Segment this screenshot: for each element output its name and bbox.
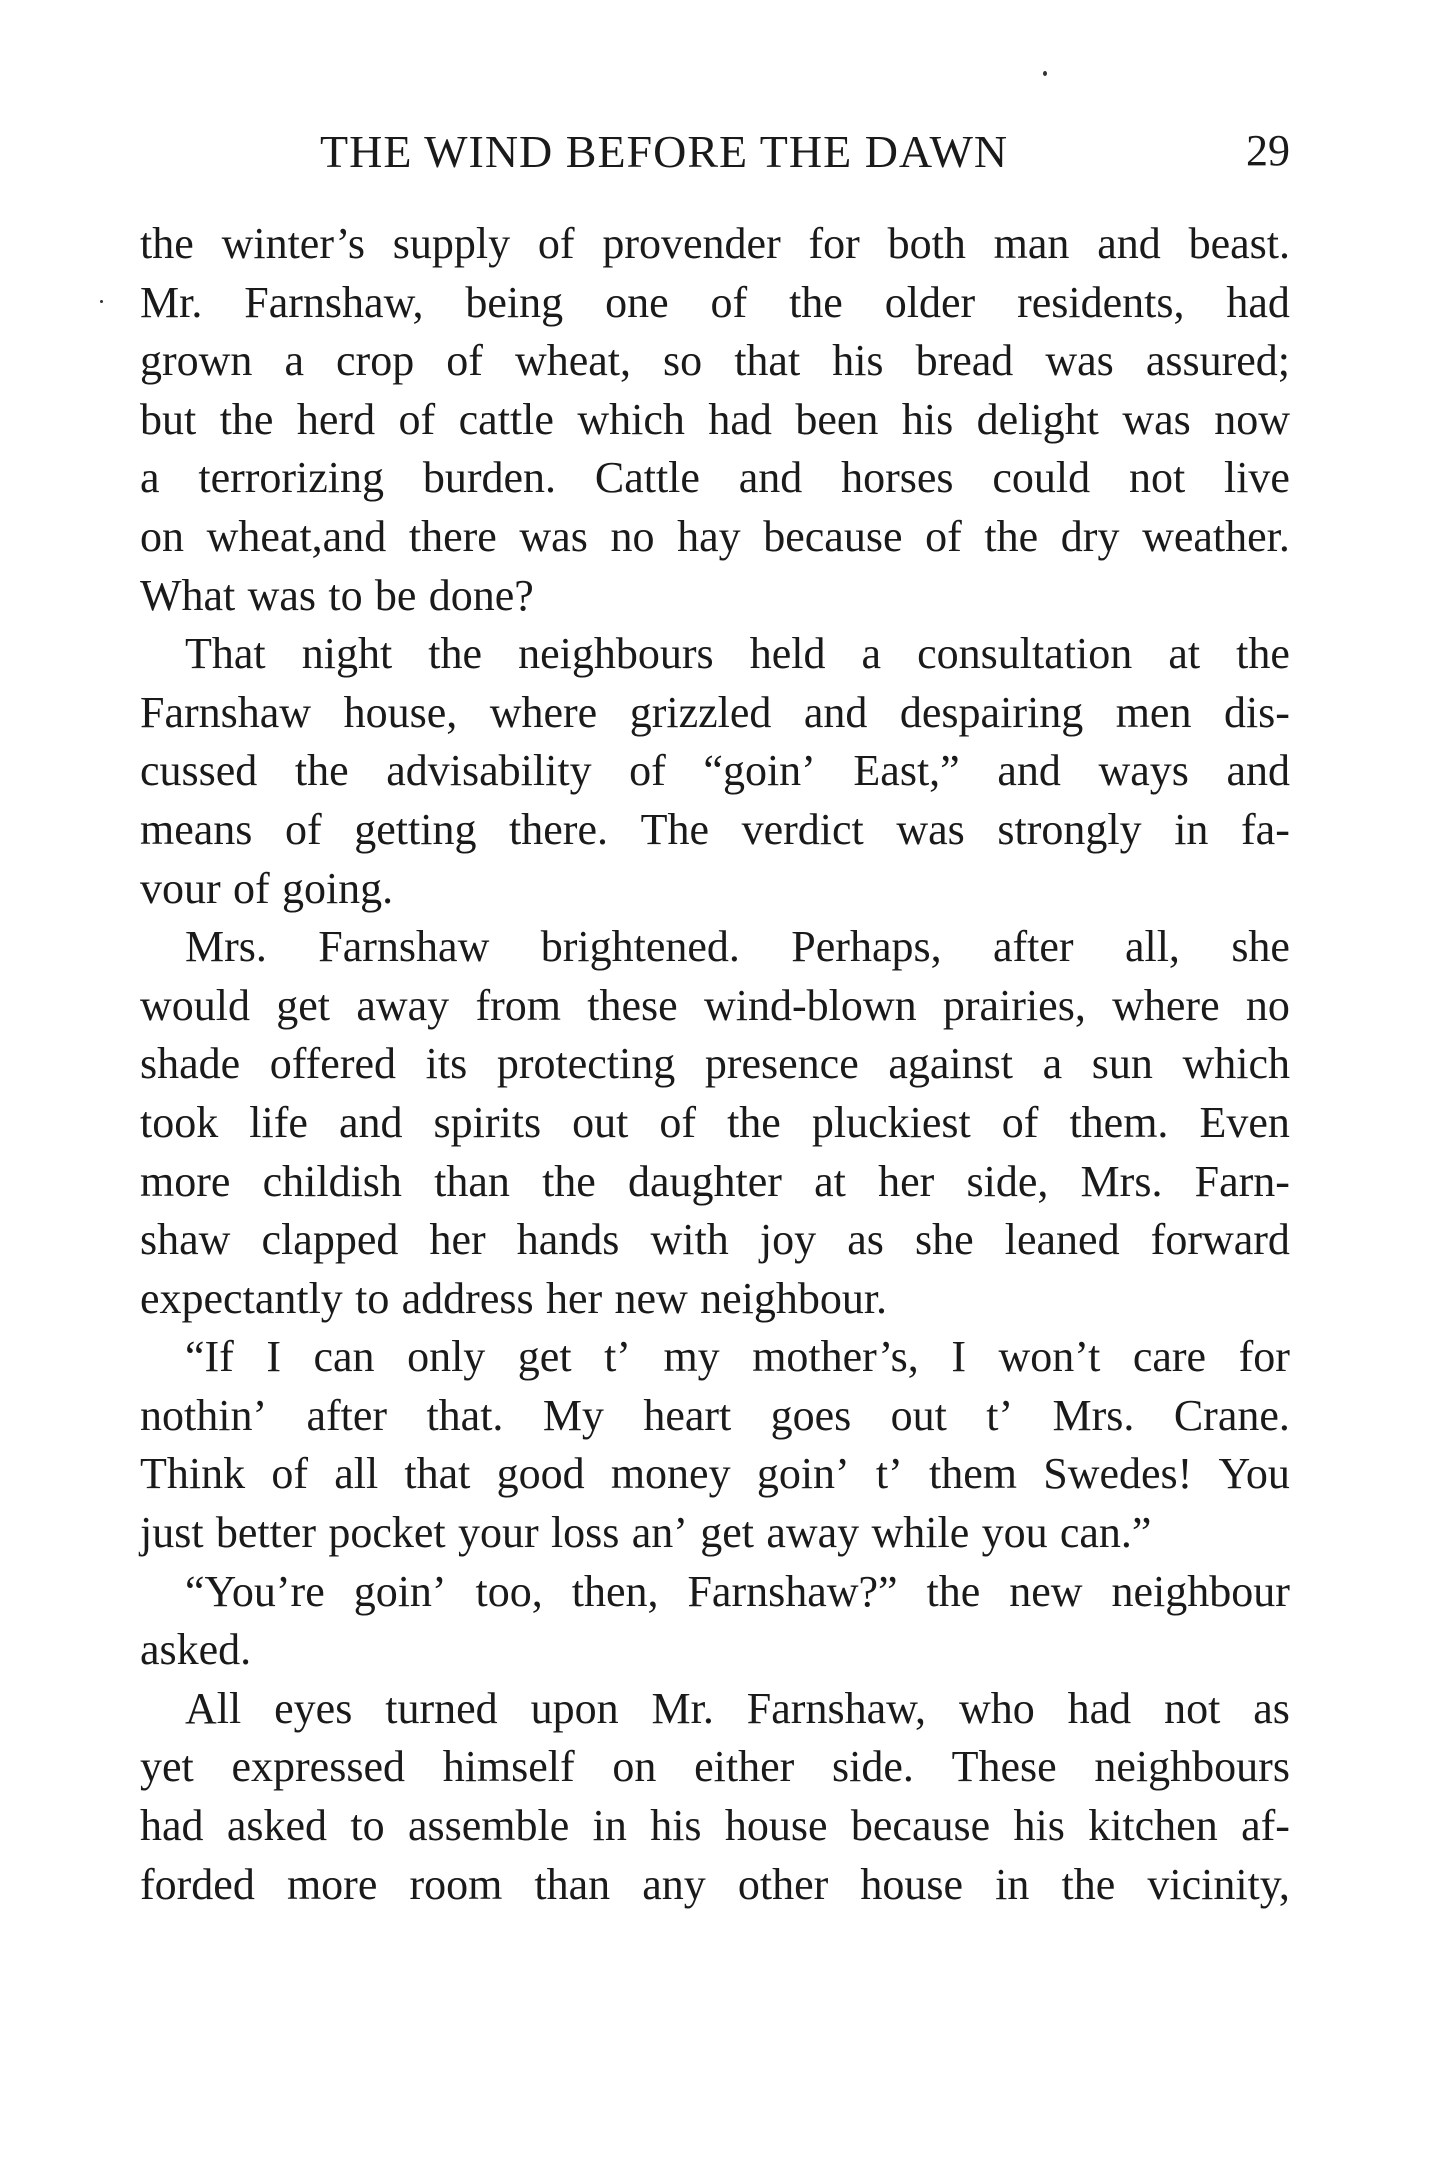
word: the [1061,1859,1116,1909]
word: Farnshaw [140,687,312,737]
word: Mr. [651,1683,714,1733]
text-line [140,742,1290,801]
word: any [642,1859,706,1909]
word: of [925,511,962,561]
word: been [795,394,879,444]
word: goes [770,1390,852,1440]
word: her [878,1156,935,1206]
word: with [650,1215,729,1265]
text-line [140,1328,1290,1387]
word: cattle [458,394,554,444]
word: neighbour. [700,1273,888,1323]
word: dry [1060,511,1120,561]
word: t’ [986,1390,1014,1440]
text-line [140,1621,1290,1680]
word: both [887,219,966,268]
word: supply [392,219,511,268]
text-line [140,684,1290,743]
word: a [284,336,304,386]
word: on [140,511,184,561]
word: older [884,277,976,327]
word: but [140,394,197,444]
word: which [1182,1039,1290,1089]
word: men [1115,687,1192,737]
word: the [428,629,483,679]
word: herd [296,394,376,444]
word: Swedes! [1043,1449,1193,1499]
text-line [140,1387,1290,1446]
word: ways [1098,746,1189,796]
word: be [374,570,417,620]
word: neighbours [1094,1742,1290,1792]
word: My [542,1390,604,1440]
word: joy [759,1215,817,1265]
word: grizzled [629,687,772,737]
word: asked. [140,1625,252,1675]
word: horses [841,453,954,503]
word: and [1226,746,1290,796]
word: Even [1199,1097,1290,1147]
word: hay [677,511,741,561]
word: that. [426,1390,504,1440]
text-line [140,449,1290,508]
word: I [951,1332,966,1382]
word: cussed [140,746,258,796]
word: bread [915,336,1014,386]
word: provender [602,219,781,268]
word: that [404,1449,471,1499]
word: fa- [1241,804,1290,854]
word: offered [269,1039,397,1089]
word: a [861,629,882,679]
word: just [140,1508,204,1558]
word: in [592,1801,627,1851]
word: beast. [1188,219,1290,268]
word: clapped [261,1215,399,1265]
word: means [140,804,253,854]
word: of [537,219,575,268]
word: not [1164,1683,1221,1733]
word: at [1168,629,1201,679]
word: “You’re [185,1566,325,1616]
word: new [1009,1566,1083,1616]
word: while [871,1508,970,1558]
word: one [605,277,669,327]
word: can.” [1059,1508,1152,1558]
word: eyes [274,1683,353,1733]
word: burden. [422,453,557,503]
word: Cattle [594,453,700,503]
word: neighbour [1111,1566,1290,1616]
word: What [140,570,236,620]
word: childish [262,1156,402,1206]
word: Mr. [140,277,203,327]
word: at [814,1156,846,1206]
word: was [519,511,588,561]
text-line [140,508,1290,567]
word: heart [643,1390,732,1440]
text-line [140,567,1290,626]
word: than [434,1156,510,1206]
word: the [789,277,843,327]
word: where [489,687,598,737]
word: wheat,and [206,511,387,561]
word: pocket [328,1508,446,1558]
word: Farnshaw [318,922,490,972]
word: turned [385,1683,498,1733]
word: she [1231,922,1290,972]
word: goin’ [756,1449,850,1499]
word: kitchen [1088,1801,1218,1851]
word: strongly [997,804,1142,854]
word: af- [1241,1801,1290,1851]
word: either [694,1742,795,1792]
word: had [708,394,772,444]
word: more [286,1859,378,1909]
word: that [734,336,801,386]
word: expressed [231,1742,405,1792]
word: a [1042,1039,1063,1089]
word: away [356,980,450,1030]
word: her [429,1215,486,1265]
word: goin’ [353,1566,447,1616]
body-text [140,215,1290,1914]
word: assured; [1145,336,1290,386]
word: presence [704,1039,859,1089]
word: side, [966,1156,1049,1206]
word: his [650,1801,702,1851]
word: room [409,1859,503,1909]
word: from [475,980,561,1030]
word: had [1226,277,1290,327]
word: forward [1150,1215,1290,1265]
word: of [710,277,748,327]
word: to [350,1801,385,1851]
word: she [914,1215,974,1265]
word: “goin’ [703,746,816,796]
word: of [629,746,666,796]
word: after [306,1390,388,1440]
word: than [534,1859,611,1909]
word: the [219,394,274,444]
word: Farnshaw?” [687,1566,898,1616]
word: getting [354,804,477,854]
text-line [140,625,1290,684]
text-line [140,1270,1290,1329]
word: took [140,1097,219,1147]
text-line [140,860,1290,919]
word: can [313,1332,375,1382]
word: the [542,1156,596,1206]
word: her [545,1273,603,1323]
word: after [992,922,1074,972]
word: hands [516,1215,620,1265]
word: house [724,1801,828,1851]
word: address [401,1273,534,1323]
word: not [1128,453,1186,503]
text-line [140,274,1290,333]
word: of [285,804,322,854]
word: neighbours [518,629,714,679]
word: out [572,1097,629,1147]
text-line [140,1445,1290,1504]
text-line [140,801,1290,860]
text-line [140,1563,1290,1622]
word: Farn- [1194,1156,1290,1206]
word: Crane. [1173,1390,1290,1440]
word: prairies, [942,980,1086,1030]
word: was [1122,394,1191,444]
word: winter’s [221,219,365,268]
word: mother’s, [752,1332,919,1382]
word: These [951,1742,1057,1792]
word: there [408,511,497,561]
word: all [334,1449,379,1499]
text-line [140,977,1290,1036]
word: would [140,980,250,1030]
word: t’ [875,1449,903,1499]
word: That [185,629,266,679]
word: get [700,1508,755,1558]
word: for [1238,1332,1290,1382]
word: against [888,1039,1013,1089]
word: Mrs. [1080,1156,1163,1206]
word: there. [509,804,608,854]
word: spirits [433,1097,542,1147]
word: now [1214,394,1290,444]
text-line [140,332,1290,391]
word: because [763,511,903,561]
word: had [1067,1683,1132,1733]
text-line [140,391,1290,450]
word: and [738,453,803,503]
word: Farnshaw, [244,277,424,327]
page-number: 29 [1246,126,1290,175]
word: these [587,980,678,1030]
word: was [1045,336,1114,386]
word: no [610,511,655,561]
word: then, [571,1566,659,1616]
word: won’t [998,1332,1101,1382]
text-line [140,1504,1290,1563]
word: Farnshaw, [746,1683,927,1733]
word: house [860,1859,964,1909]
word: Mrs. [1052,1390,1135,1440]
word: being [465,277,564,327]
word: delight [976,394,1099,444]
word: money [610,1449,731,1499]
text-line [140,1035,1290,1094]
word: and [1097,219,1161,268]
word: better [215,1508,317,1558]
word: his [901,394,954,444]
word: done? [428,570,534,620]
word: night [301,629,393,679]
word: nothin’ [140,1390,268,1440]
word: upon [530,1683,619,1733]
word: Perhaps, [791,922,942,972]
text-line [140,918,1290,977]
word: away [766,1508,860,1558]
word: of [398,394,436,444]
text-line [140,1738,1290,1797]
running-head: THE WIND BEFORE THE DAWN [320,126,1009,177]
word: loss [550,1508,620,1558]
word: of [1001,1097,1039,1147]
word: assemble [407,1801,570,1851]
word: Mrs. [185,922,267,972]
word: in [1174,804,1209,854]
word: t’ [604,1332,631,1382]
word: and [803,687,868,737]
word: no [1245,980,1290,1030]
word: because [850,1801,991,1851]
word: as [1253,1683,1290,1733]
word: the [1236,629,1290,679]
word: man [993,219,1070,268]
word: residents, [1017,277,1185,327]
word: himself [442,1742,575,1792]
page-header [140,125,1290,185]
word: vour [140,863,221,913]
word: was [896,804,965,854]
word: in [995,1859,1030,1909]
word: who [958,1683,1035,1733]
word: of [659,1097,697,1147]
word: them. [1069,1097,1169,1147]
word: as [847,1215,884,1265]
speck-mark [100,300,103,303]
word: going. [281,863,394,913]
word: side. [832,1742,914,1792]
word: good [496,1449,585,1499]
word: daughter [628,1156,782,1206]
word: all, [1124,922,1180,972]
word: The [640,804,709,854]
word: his [1013,1801,1065,1851]
word: the [140,219,194,268]
word: them [929,1449,1018,1499]
word: asked [226,1801,328,1851]
text-line [140,1856,1290,1915]
word: life [249,1097,308,1147]
word: of [271,1449,308,1499]
word: other [737,1859,829,1909]
word: more [140,1156,231,1206]
word: you [981,1508,1048,1558]
word: for [808,219,860,268]
word: dis- [1223,687,1290,737]
word: only [407,1332,486,1382]
word: and [997,746,1061,796]
word: “If [185,1332,234,1382]
word: I [266,1332,281,1382]
word: crop [336,336,415,386]
word: and [338,1097,403,1147]
word: live [1223,453,1290,503]
word: grown [140,336,253,386]
word: consultation [917,629,1133,679]
word: get [276,980,331,1030]
word: where [1112,980,1220,1030]
text-line [140,1211,1290,1270]
word: weather. [1142,511,1290,561]
word: pluckiest [811,1097,971,1147]
word: out [890,1390,947,1440]
word: to [355,1273,390,1323]
word: care [1132,1332,1207,1382]
word: verdict [741,804,864,854]
word: leaned [1004,1215,1120,1265]
word: my [663,1332,720,1382]
word: yet [140,1742,194,1792]
word: had [140,1801,204,1851]
text-line [140,1153,1290,1212]
word: advisability [386,746,592,796]
word: Think [140,1449,246,1499]
word: an’ [631,1508,688,1558]
word: get [517,1332,572,1382]
word: brightened. [540,922,740,972]
word: new [614,1273,688,1323]
word: house, [343,687,458,737]
word: East,” [853,746,960,796]
word: held [749,629,826,679]
word: shaw [140,1215,231,1265]
text-line [140,215,1290,274]
word: sun [1091,1039,1153,1089]
word: too, [475,1566,543,1616]
word: the [984,511,1039,561]
word: a [140,453,160,503]
word: its [425,1039,468,1089]
word: vicinity, [1147,1859,1290,1909]
word: the [294,746,349,796]
text-line [140,1680,1290,1739]
word: You [1218,1449,1290,1499]
word: of [446,336,483,386]
word: terrorizing [198,453,385,503]
word: forded [140,1859,255,1909]
word: wheat, [514,336,631,386]
word: shade [140,1039,241,1089]
word: of [232,863,270,913]
word: the [926,1566,981,1616]
word: which [577,394,685,444]
word: could [992,453,1091,503]
word: to [328,570,363,620]
word: on [612,1742,657,1792]
speck-mark [1043,71,1047,76]
word: your [457,1508,539,1558]
word: protecting [496,1039,676,1089]
word: All [185,1683,242,1733]
text-line [140,1094,1290,1153]
word: expectantly [140,1273,343,1323]
word: despairing [899,687,1084,737]
word: wind-blown [703,980,917,1030]
word: was [247,570,317,620]
word: so [663,336,703,386]
word: the [727,1097,781,1147]
word: his [832,336,884,386]
text-line [140,1797,1290,1856]
